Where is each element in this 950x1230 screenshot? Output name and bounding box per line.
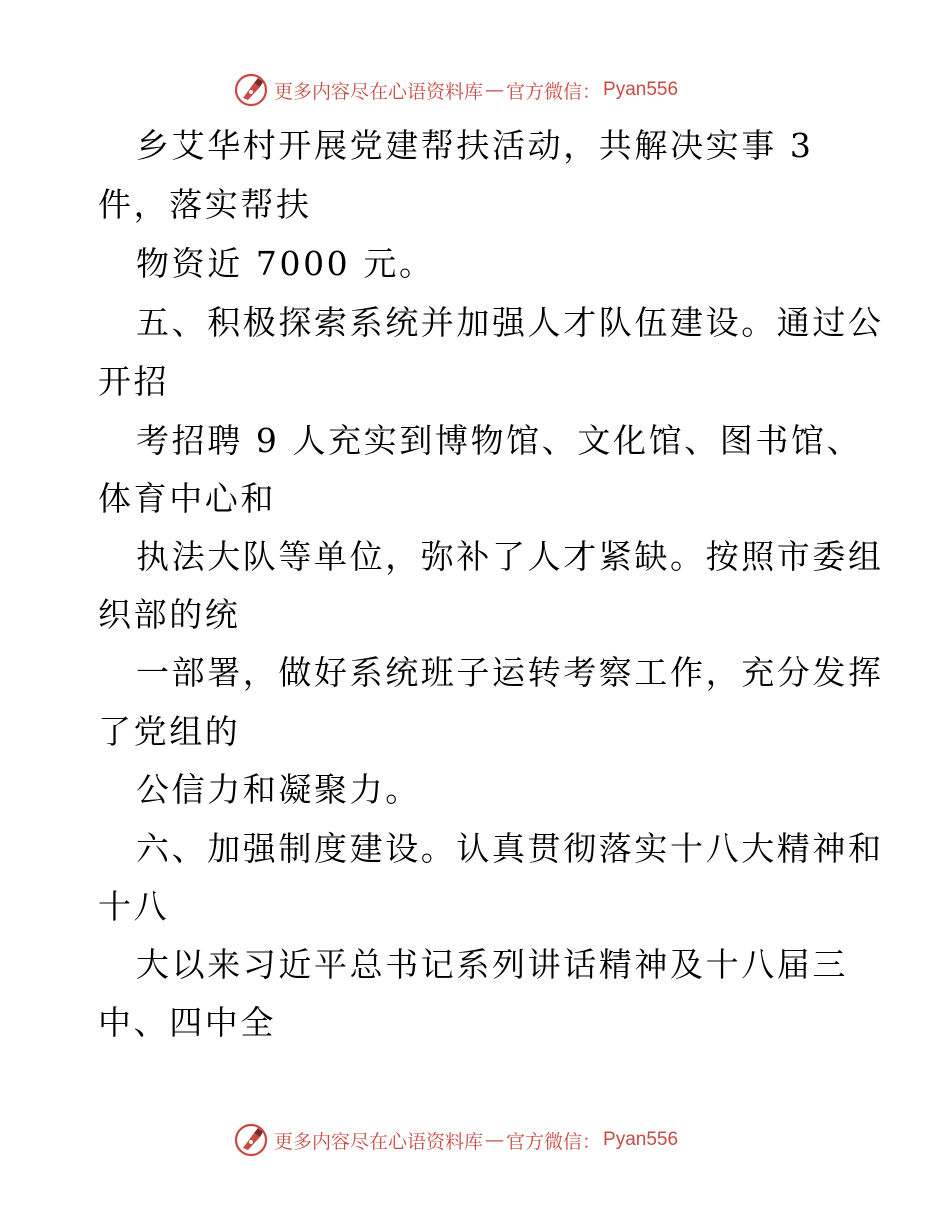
watermark-text: 更多内容尽在心语资料库: [274, 1130, 484, 1153]
text-line: 一部署，做好系统班子运转考察工作，充分发挥: [136, 653, 884, 692]
watermark-dash: —: [485, 1129, 505, 1151]
footer-watermark: [0, 1120, 950, 1160]
watermark-wechat-label: 官方微信：: [506, 1130, 602, 1153]
text-line: 件，落实帮扶: [98, 185, 312, 224]
text-line: 大以来习近平总书记系列讲话精神及十八届三: [136, 945, 848, 984]
text-line: 执法大队等单位，弥补了人才紧缺。按照市委组: [136, 537, 884, 576]
text-line: 考招聘 9 人充实到博物馆、文化馆、图书馆、: [136, 421, 863, 460]
text-line: 十八: [98, 887, 170, 926]
pen-nib-logo-icon: [234, 1123, 268, 1157]
text-line: 公信力和凝聚力。: [136, 770, 421, 809]
watermark-dash: —: [485, 79, 505, 101]
watermark-row: [234, 72, 678, 108]
text-line: 了党组的: [98, 712, 241, 751]
watermark-text: 更多内容尽在心语资料库: [274, 80, 484, 103]
text-line: 织部的统: [98, 595, 241, 634]
text-line: 中、四中全: [98, 1003, 276, 1042]
watermark-wechat-id: Pyan556: [603, 1129, 679, 1150]
text-line: 开招: [98, 362, 170, 401]
text-line: 六、加强制度建设。认真贯彻落实十八大精神和: [136, 829, 884, 868]
text-line: 五、积极探索系统并加强人才队伍建设。通过公: [136, 303, 884, 342]
header-watermark: [0, 70, 950, 110]
text-line: 乡艾华村开展党建帮扶活动，共解决实事 3: [136, 126, 814, 165]
text-line: 体育中心和: [98, 479, 276, 518]
watermark-row: [234, 1122, 678, 1158]
watermark-wechat-label: 官方微信：: [506, 80, 602, 103]
pen-nib-logo-icon: [234, 73, 268, 107]
watermark-wechat-id: Pyan556: [603, 79, 679, 100]
text-line: 物资近 7000 元。: [136, 244, 435, 283]
